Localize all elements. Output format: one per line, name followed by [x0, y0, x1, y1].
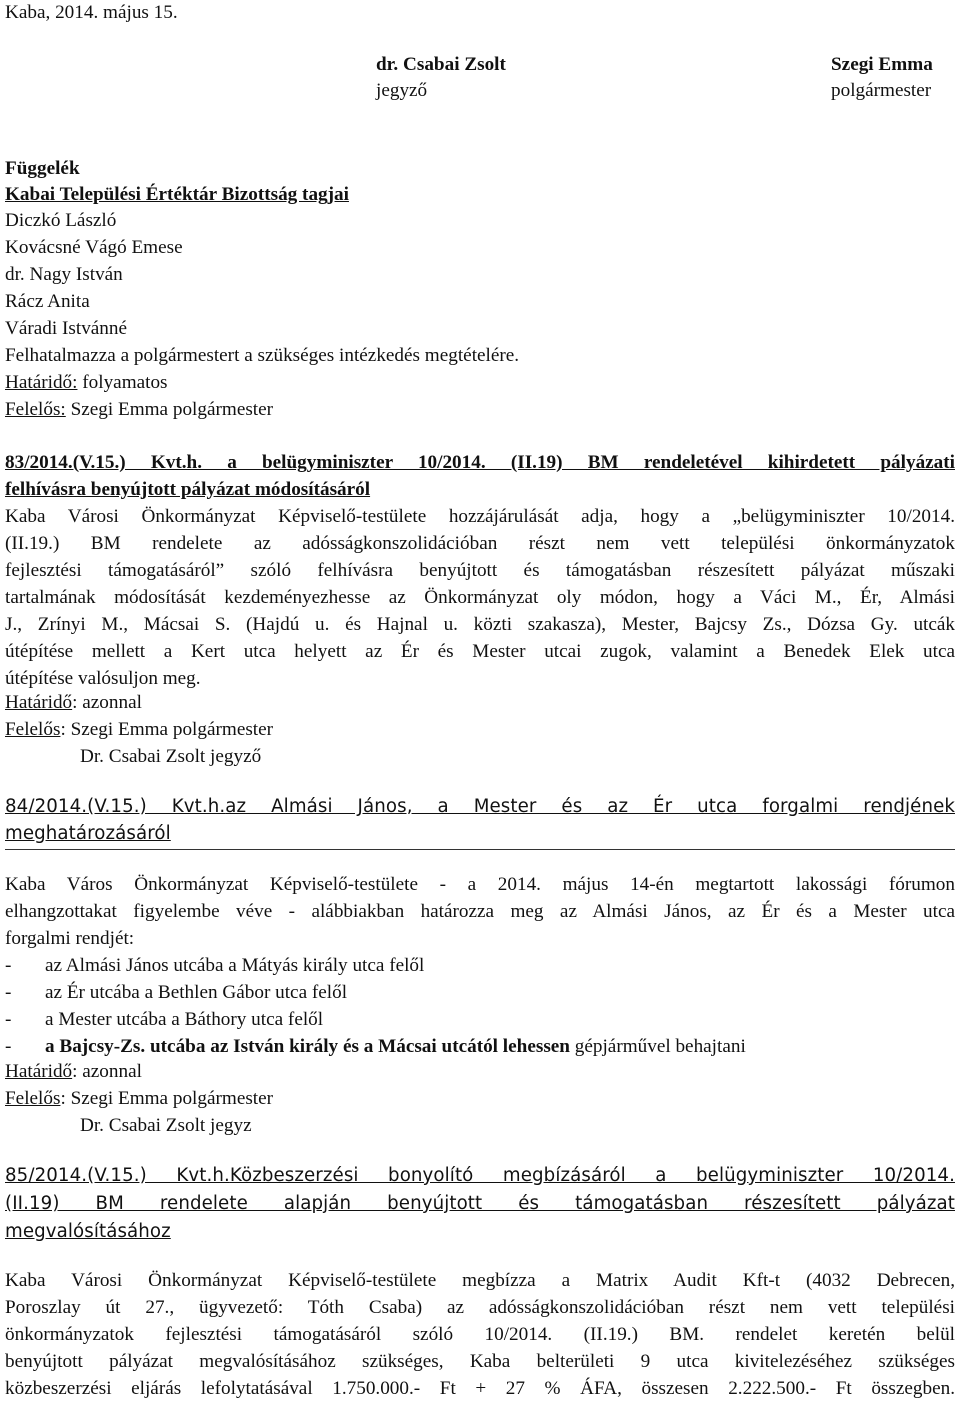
res83-body-line: fejlesztési támogatásáról” szóló felhívásra benyújtott és támogatásban részesített pályázat műszaki — [5, 560, 955, 581]
res83-body-line: (II.19.) BM rendelete az adósságkonszolidációban részt nem vett települési önkormányzatok — [5, 533, 955, 554]
signer-right-name: Szegi Emma — [831, 54, 933, 75]
responsible-value: Szegi Emma polgármester — [65, 399, 274, 420]
res85-body-line: Kaba Városi Önkormányzat Képviselő-testülete megbízza a Matrix Audit Kft-t (4032 Debrecen, — [5, 1270, 955, 1291]
res84-title-line1 — [5, 796, 955, 817]
res85-title-line1 — [5, 1165, 955, 1186]
appendix-deadline — [5, 372, 168, 394]
list-item — [5, 1009, 323, 1031]
res85-body-line: benyújtott pályázat megvalósításához szükséges, Kaba belterületi 9 utca kivitelezéséhez szükséges — [5, 1351, 955, 1372]
res84-deadline — [5, 1061, 142, 1083]
res85-body-line: önkormányzatok fejlesztési támogatásáról szóló 10/2014. (II.19.) BM. rendelet keretén belül — [5, 1324, 955, 1345]
member-item: Diczkó László — [5, 210, 117, 231]
res83-title-line2: felhívásra benyújtott pályázat módosításáról — [5, 479, 371, 500]
responsible-label: Felelős: — [5, 399, 66, 420]
res84-title-prefix: 84/2014.(V.15.) Kvt.h. — [5, 796, 226, 817]
signer-left-name: dr. Csabai Zsolt — [376, 54, 506, 75]
res85-body-line: Poroszlay út 27., ügyvezető: Tóth Csaba) az adósságkonszolidációban részt nem vett települési — [5, 1297, 955, 1318]
list-item — [5, 955, 424, 977]
res84-title-line2: meghatározásáról — [5, 823, 171, 844]
list-item-bold-text: a Bajcsy-Zs. utcába az István király és a Mácsai utcától lehessen — [45, 1036, 570, 1057]
deadline-label: Határidő — [5, 1061, 73, 1082]
authorize-text: Felhatalmazza a polgármestert a szükséges intézkedés megtételére. — [5, 345, 520, 366]
deadline-value: : azonnal — [72, 692, 142, 713]
date-line: Kaba, 2014. május 15. — [5, 2, 178, 23]
responsible-label: Felelős — [5, 719, 61, 740]
signer-left-title: jegyző — [376, 80, 428, 101]
member-item: Váradi Istvánné — [5, 318, 128, 339]
res84-body-line: forgalmi rendjét: — [5, 928, 135, 949]
responsible-label: Felelős — [5, 1088, 61, 1109]
list-item — [5, 1036, 746, 1058]
list-item-text: gépjárművel behajtani — [569, 1036, 746, 1057]
res84-title-rest: az Almási János, a Mester és az Ér utca forgalmi rendjének — [225, 796, 955, 817]
list-dash: - — [5, 955, 12, 976]
res85-body-line: közbeszerzési eljárás lefolytatásával 1.750.000.- Ft + 27 % ÁFA, összesen 2.222.500.- Ft összegben. — [5, 1378, 955, 1399]
res83-body-line: J., Zrínyi M., Mácsai S. (Hajdú u. és Hajnal u. közti szakasza), Mester, Bajcsy Zs., Dózsa Gy. utcák — [5, 614, 955, 635]
deadline-value: folyamatos — [77, 372, 168, 393]
deadline-label: Határidő — [5, 692, 73, 713]
member-item: Rácz Anita — [5, 291, 90, 312]
res84-second-responsible: Dr. Csabai Zsolt jegyz — [80, 1115, 252, 1136]
res84-responsible — [5, 1088, 273, 1110]
res83-second-responsible: Dr. Csabai Zsolt jegyző — [80, 746, 262, 767]
res83-body-line: Kaba Városi Önkormányzat Képviselő-testülete hozzájárulását adja, hogy a „belügyminiszter 10/2014. — [5, 506, 955, 527]
member-item: dr. Nagy István — [5, 264, 123, 285]
responsible-value: : Szegi Emma polgármester — [60, 1088, 274, 1109]
divider — [5, 849, 955, 850]
responsible-value: : Szegi Emma polgármester — [60, 719, 274, 740]
list-item-text: a Mester utcába a Báthory utca felől — [45, 1009, 324, 1030]
appendix-responsible — [5, 399, 273, 421]
res83-body-line: útépítése valósuljon meg. — [5, 668, 201, 689]
res85-title-line2: (II.19) BM rendelete alapján benyújtott és támogatásban részesített pályázat — [5, 1193, 955, 1214]
deadline-label: Határidő: — [5, 372, 78, 393]
res85-title-line3: megvalósításához — [5, 1221, 171, 1242]
res84-body-line: Kaba Város Önkormányzat Képviselő-testülete - a 2014. május 14-én megtartott lakossági fórumon — [5, 874, 955, 895]
res84-body-line: elhangzottakat figyelembe véve - alábbiakban határozza meg az Almási János, az Ér és a Mester utca — [5, 901, 955, 922]
res85-title-rest: Közbeszerzési bonyolító megbízásáról a belügyminiszter 10/2014. — [229, 1165, 955, 1186]
res83-deadline — [5, 692, 142, 714]
list-dash: - — [5, 1036, 12, 1057]
res83-body-line: útépítése mellett a Kert utca helyett az Ér és Mester utcai zugok, valamint a Benedek Elek utca — [5, 641, 955, 662]
res85-title-prefix: 85/2014.(V.15.) Kvt.h. — [5, 1165, 230, 1186]
list-item-text: az Ér utcába a Bethlen Gábor utca felől — [45, 982, 348, 1003]
list-dash: - — [5, 982, 12, 1003]
res83-title-line1: 83/2014.(V.15.) Kvt.h. a belügyminiszter 10/2014. (II.19) BM rendeletével kihirdetett pályázati — [5, 452, 955, 473]
signer-right-title: polgármester — [831, 80, 932, 101]
deadline-value: : azonnal — [72, 1061, 142, 1082]
list-item-text: az Almási János utcába a Mátyás király utca felől — [45, 955, 425, 976]
appendix-heading: Függelék — [5, 158, 80, 179]
member-item: Kovácsné Vágó Emese — [5, 237, 183, 258]
res83-body-line: tartalmának módosítását kezdeményezhesse az Önkormányzat oly módon, hogy a Váci M., Ér, Almási — [5, 587, 955, 608]
list-dash: - — [5, 1009, 12, 1030]
res83-responsible — [5, 719, 273, 741]
list-item — [5, 982, 347, 1004]
committee-title: Kabai Települési Értéktár Bizottság tagjai — [5, 184, 349, 205]
